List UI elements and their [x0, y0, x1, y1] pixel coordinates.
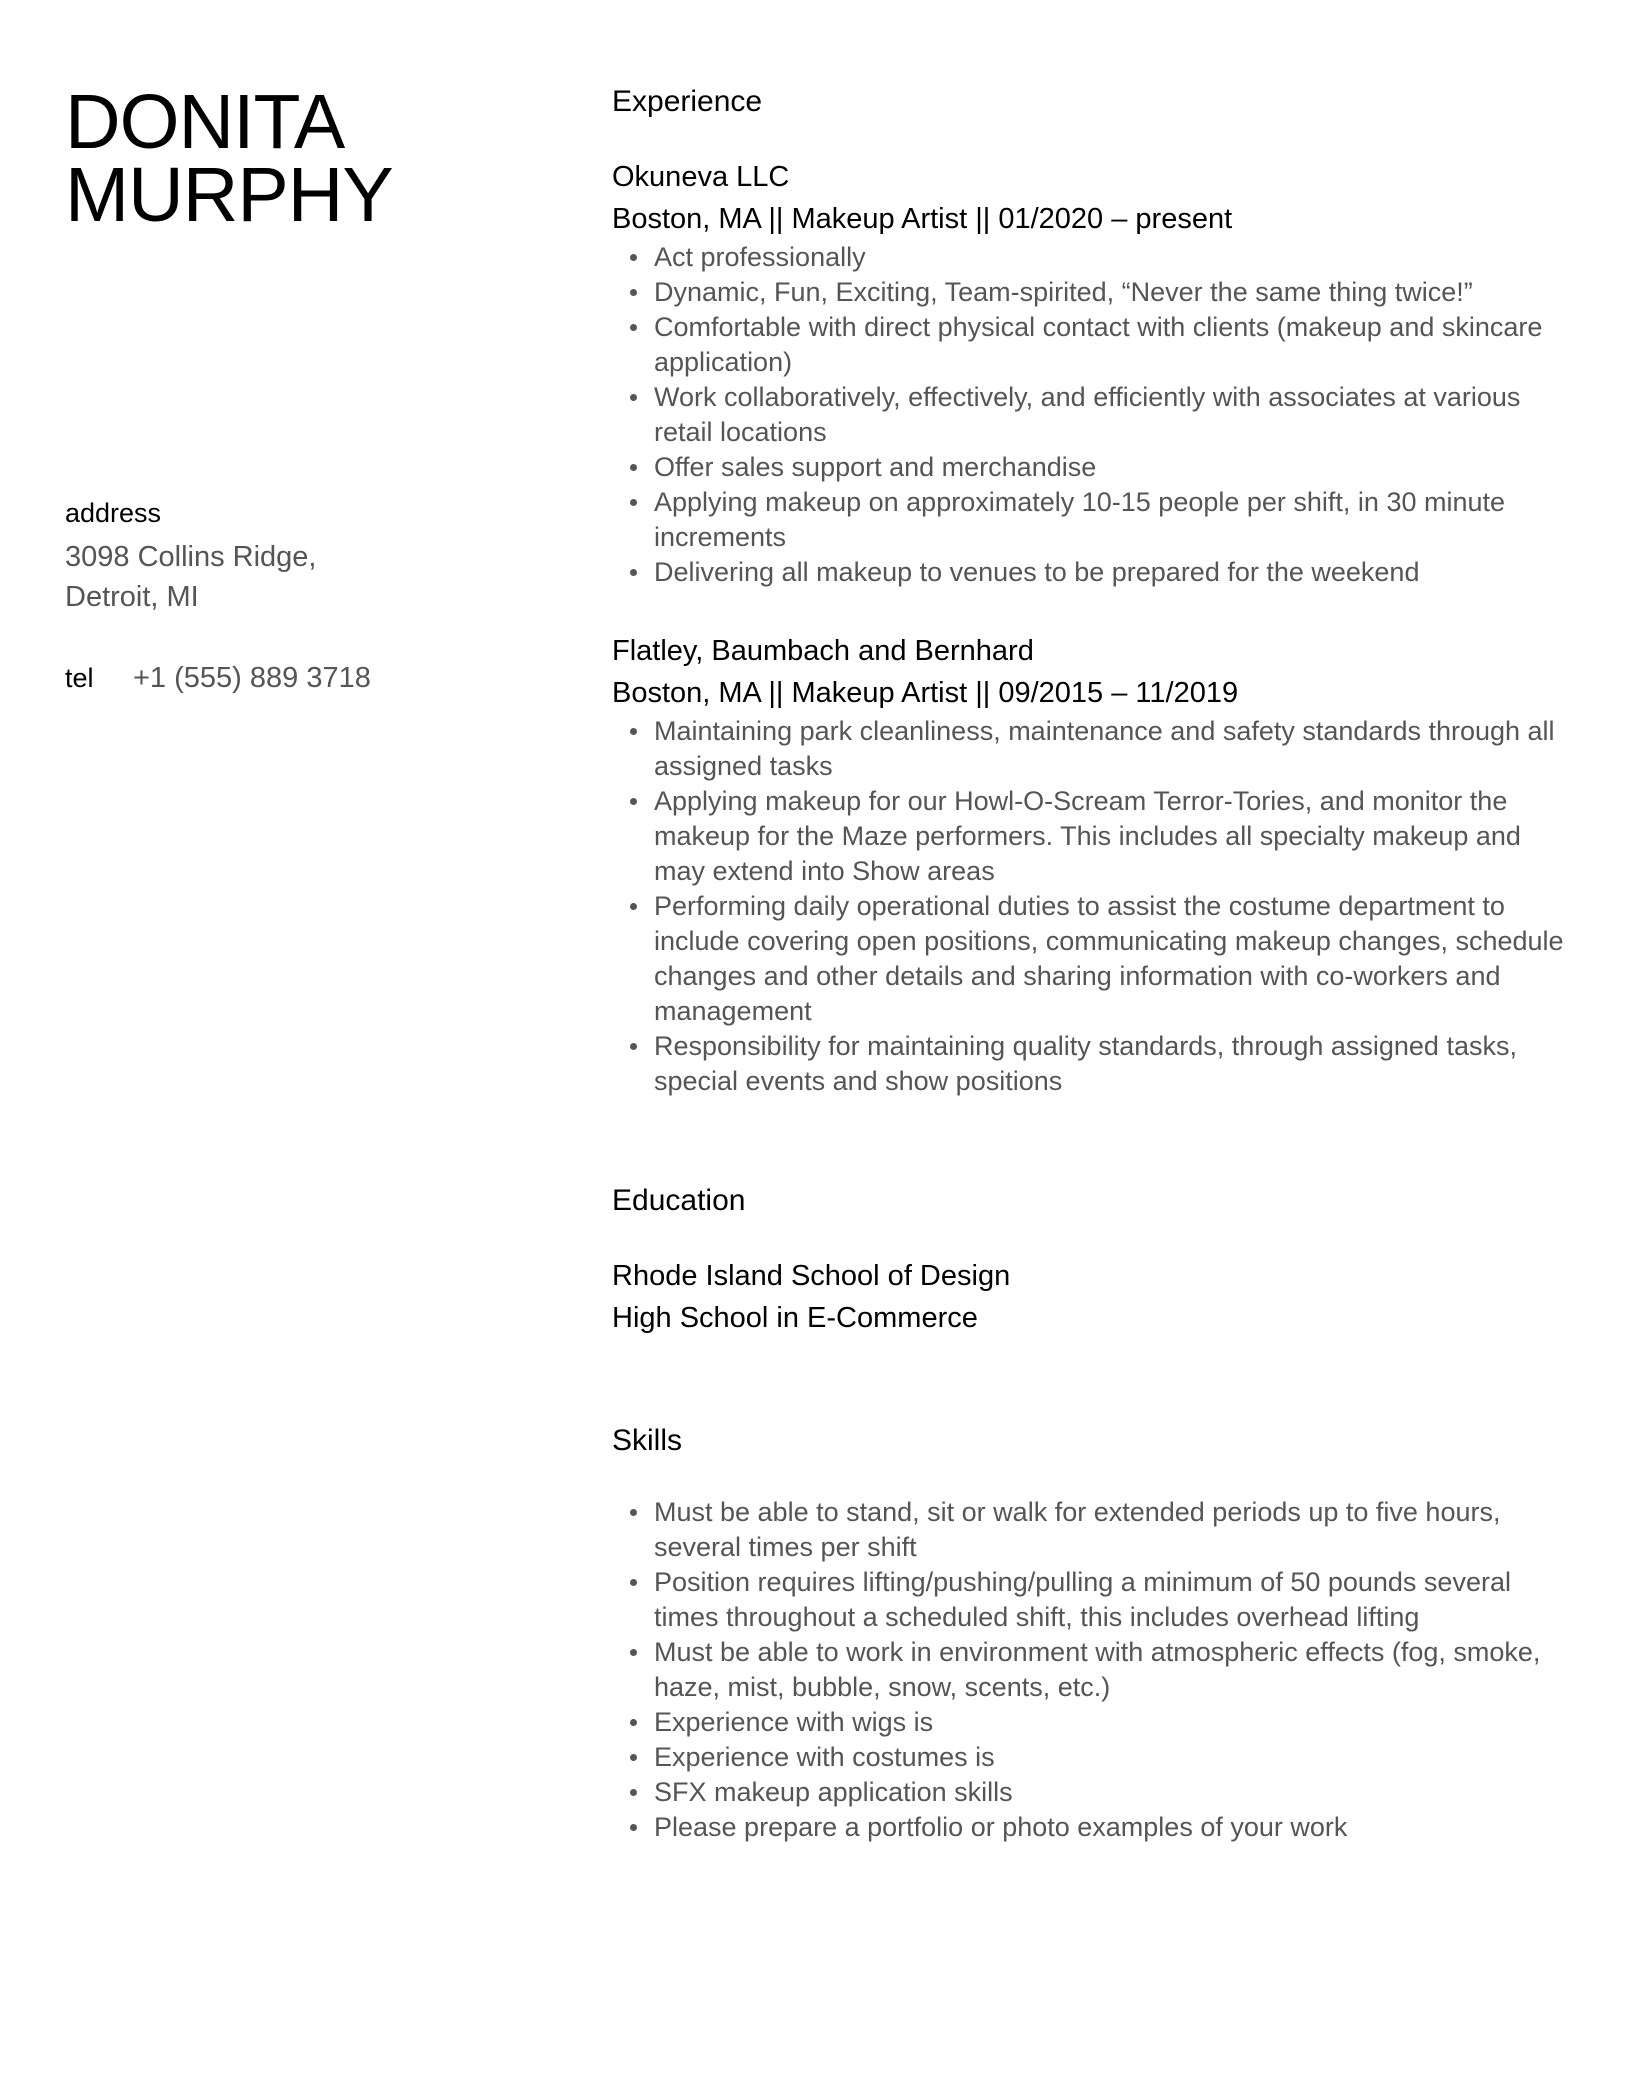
job-bullet: Responsibility for maintaining quality standards, through assigned tasks, special events and show positions	[654, 1029, 1572, 1099]
skills-list	[612, 1495, 1572, 1845]
job-bullet: Maintaining park cleanliness, maintenance and safety standards through all assigned tasks	[654, 714, 1572, 784]
telephone-row	[65, 662, 371, 695]
job-bullets	[612, 240, 1572, 590]
address-block	[65, 495, 535, 617]
job-company: Flatley, Baumbach and Bernhard	[612, 635, 1034, 667]
name-line-2: MURPHY	[65, 152, 393, 238]
job-bullet: Offer sales support and merchandise	[654, 450, 1572, 485]
experience-section	[612, 80, 1572, 1099]
skill-item: Please prepare a portfolio or photo examples of your work	[654, 1810, 1572, 1845]
tel-value: +1 (555) 889 3718	[133, 662, 371, 694]
skill-item: Must be able to stand, sit or walk for extended periods up to five hours, several times per shift	[654, 1495, 1572, 1565]
education-title: Education	[612, 1184, 746, 1217]
job-bullet: Performing daily operational duties to assist the costume department to include covering open positions, communicating makeup changes, schedule changes and other details and sharing information with co-workers and management	[654, 889, 1572, 1029]
skill-item: Position requires lifting/pushing/pulling a minimum of 50 pounds several times throughout a scheduled shift, this includes overhead lifting	[654, 1565, 1572, 1635]
job-company: Okuneva LLC	[612, 161, 790, 193]
address-line-1: 3098 Collins Ridge,	[65, 541, 317, 573]
name-line-1: DONITA	[65, 79, 345, 165]
job-meta: Boston, MA || Makeup Artist || 09/2015 – 11/2019	[612, 677, 1239, 709]
job-bullet: Work collaboratively, effectively, and efficiently with associates at various retail locations	[654, 380, 1572, 450]
skills-title: Skills	[612, 1424, 683, 1457]
experience-title: Experience	[612, 85, 763, 118]
job-bullet: Comfortable with direct physical contact with clients (makeup and skincare application)	[654, 310, 1572, 380]
job-bullet: Applying makeup on approximately 10-15 people per shift, in 30 minute increments	[654, 485, 1572, 555]
skills-section	[612, 1419, 1572, 1845]
profile-header	[65, 79, 535, 238]
main-content	[612, 80, 1572, 1845]
skill-item: SFX makeup application skills	[654, 1775, 1572, 1810]
skill-item: Experience with wigs is	[654, 1705, 1572, 1740]
education-degree: High School in E-Commerce	[612, 1302, 978, 1334]
tel-label: tel	[65, 663, 94, 693]
job-meta: Boston, MA || Makeup Artist || 01/2020 – present	[612, 203, 1233, 235]
job-bullets	[612, 714, 1572, 1099]
education-school: Rhode Island School of Design	[612, 1260, 1011, 1292]
job-bullet: Dynamic, Fun, Exciting, Team-spirited, “Never the same thing twice!”	[654, 275, 1572, 310]
skill-item: Must be able to work in environment with atmospheric effects (fog, smoke, haze, mist, bubble, snow, scents, etc.)	[654, 1635, 1572, 1705]
candidate-name	[65, 79, 535, 238]
job-bullet: Delivering all makeup to venues to be prepared for the weekend	[654, 555, 1572, 590]
address-label: address	[65, 498, 162, 528]
education-section	[612, 1179, 1572, 1339]
job-bullet: Act professionally	[654, 240, 1572, 275]
job-bullet: Applying makeup for our Howl-O-Scream Terror-Tories, and monitor the makeup for the Maze performers. This includes all specialty makeup and may extend into Show areas	[654, 784, 1572, 889]
job-entry	[612, 630, 1572, 1099]
skill-item: Experience with costumes is	[654, 1740, 1572, 1775]
job-entry	[612, 156, 1572, 590]
address-line-2: Detroit, MI	[65, 581, 199, 613]
